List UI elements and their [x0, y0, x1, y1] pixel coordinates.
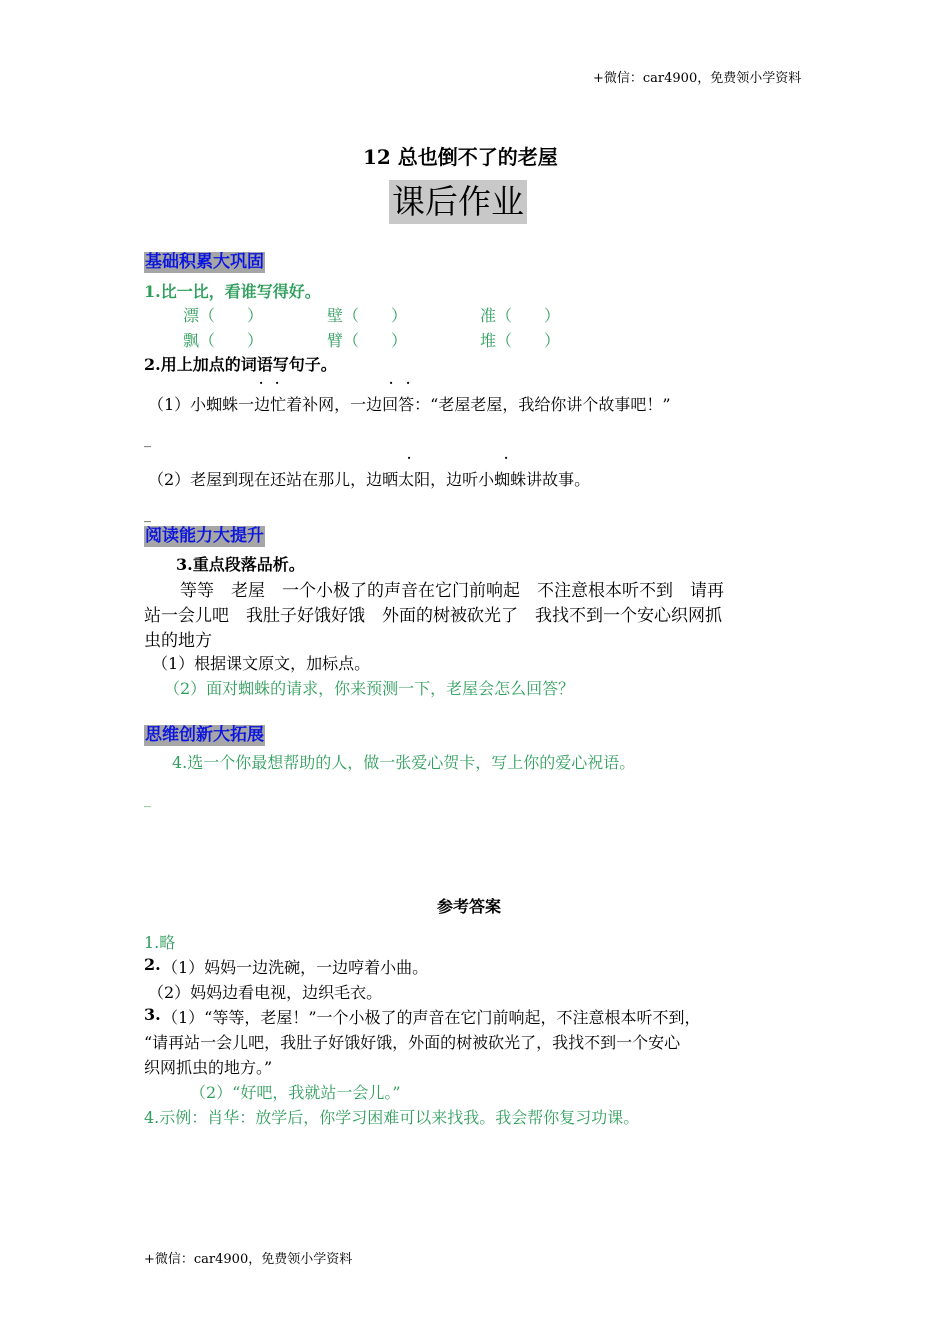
q3-passage-line: 虫的地方 [144, 631, 212, 651]
answer-3-line: （1）“等等，老屋！”一个小极了的声音在它门前响起，不注意根本听不到， [162, 1008, 701, 1027]
emphasis-dot: · [259, 376, 264, 390]
q3-title: 3.重点段落品析。 [176, 555, 305, 574]
q3-sub-2: （2）面对蜘蛛的请求，你来预测一下，老屋会怎么回答？ [164, 679, 575, 698]
section-tag-basic: 基础积累大巩固 [145, 252, 264, 272]
q2-sentence-1: （1）小蜘蛛一边忙着补网，一边回答：“老屋老屋，我给你讲个故事吧！” [148, 395, 671, 414]
q1-cell: 飘（ ） [183, 331, 264, 350]
section-tag-reading: 阅读能力大提升 [145, 526, 264, 546]
header-note: +微信：car4900，免费领小学资料 [593, 71, 802, 86]
section-tag-creative: 思维创新大拓展 [145, 725, 264, 745]
q1-cell: 准（ ） [480, 306, 561, 325]
answer-3-line: “请再站一会儿吧，我肚子好饿好饿，外面的树被砍光了，我找不到一个安心 [144, 1033, 681, 1052]
answer-blank: _ [144, 792, 151, 808]
emphasis-dot: · [406, 376, 411, 390]
q3-passage-line: 等等 老屋 一个小极了的声音在它门前响起 不注意根本听不到 请再 [180, 581, 724, 601]
answer-2-1: （1）妈妈一边洗碗，一边哼着小曲。 [162, 958, 429, 977]
q2-sentence-2: （2）老屋到现在还站在那儿，边晒太阳，边听小蜘蛛讲故事。 [148, 470, 591, 489]
q3-sub-1: （1）根据课文原文，加标点。 [152, 654, 371, 673]
q1-cell: 臂（ ） [327, 331, 408, 350]
lesson-title: 12 总也倒不了的老屋 [363, 145, 558, 169]
emphasis-dot: · [275, 376, 280, 390]
q1-cell: 壁（ ） [327, 306, 408, 325]
q2-title: 2.用上加点的词语写句子。 [144, 355, 337, 374]
answer-2-2: （2）妈妈边看电视，边织毛衣。 [148, 983, 383, 1002]
q1-cell: 漂（ ） [183, 306, 264, 325]
emphasis-dot: · [407, 451, 412, 465]
emphasis-dot: · [389, 376, 394, 390]
answer-3-number: 3. [144, 1005, 161, 1024]
q3-passage-line: 站一会儿吧 我肚子好饿好饿 外面的树被砍光了 我找不到一个安心织网抓 [144, 606, 722, 626]
footer-note: +微信：car4900，免费领小学资料 [144, 1252, 353, 1267]
answer-blank: _ [144, 432, 151, 448]
emphasis-dot: · [504, 451, 509, 465]
answer-4: 4.示例：肖华：放学后，你学习困难可以来找我。我会帮你复习功课。 [144, 1108, 640, 1127]
banner-title: 课后作业 [389, 180, 527, 224]
answers-title: 参考答案 [437, 897, 502, 916]
answer-2-number: 2. [144, 955, 161, 974]
q4-text: 4.选一个你最想帮助的人，做一张爱心贺卡，写上你的爱心祝语。 [172, 753, 636, 772]
answer-blank: _ [144, 507, 151, 523]
q1-cell: 堆（ ） [480, 331, 561, 350]
answer-1: 1.略 [144, 933, 176, 952]
answer-3-line: 织网抓虫的地方。” [144, 1058, 273, 1077]
q1-title: 1.比一比，看谁写得好。 [144, 282, 321, 301]
answer-3-2: （2）“好吧，我就站一会儿。” [190, 1083, 401, 1102]
